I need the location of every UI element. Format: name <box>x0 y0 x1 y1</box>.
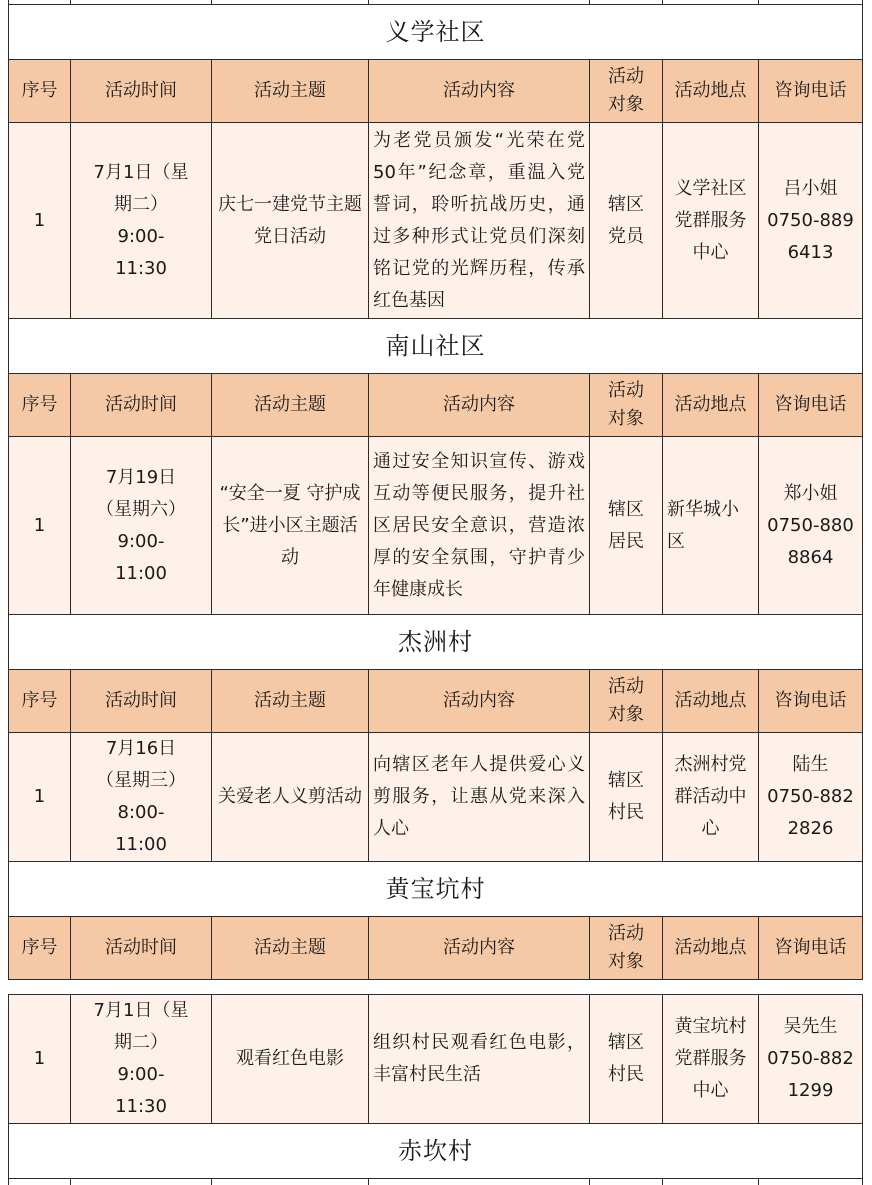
section-title: 杰洲村 <box>9 615 863 670</box>
row-contact: 陆生 <box>792 754 829 775</box>
row-content: 组织村民观看红色电影，丰富村民生活 <box>369 995 590 1124</box>
row-phone: 0750-8822826 <box>767 786 854 839</box>
header-content: 活动内容 <box>369 670 590 733</box>
table-row <box>9 123 863 319</box>
header-row <box>9 917 863 980</box>
row-content: 通过安全知识宣传、游戏互动等便民服务，提升社区居民安全意识，营造浓厚的安全氛围，守护青少年健康成长 <box>369 437 590 615</box>
header-row <box>9 60 863 123</box>
row-target: 辖区党员 <box>590 123 663 319</box>
row-theme: 关爱老人义剪活动 <box>212 733 369 862</box>
section-title: 南山社区 <box>9 319 863 374</box>
header-content: 活动内容 <box>369 374 590 437</box>
header-no: 序号 <box>9 60 71 123</box>
header-target: 活动对象 <box>590 917 663 980</box>
row-target: 辖区村民 <box>590 733 663 862</box>
header-theme: 活动主题 <box>212 917 369 980</box>
header-no: 序号 <box>9 917 71 980</box>
header-phone: 咨询电话 <box>759 917 863 980</box>
row-time: 7月16日（星期三）8:00-11:00 <box>71 733 212 862</box>
header-phone: 咨询电话 <box>759 670 863 733</box>
header-venue: 活动地点 <box>663 917 759 980</box>
row-phone: 0750-8808864 <box>767 514 854 568</box>
row-time: 7月19日（星期六）9:00-11:00 <box>71 437 212 615</box>
header-phone: 咨询电话 <box>759 374 863 437</box>
row-content: 为老党员颁发“光荣在党50年”纪念章，重温入党誓词，聆听抗战历史，通过多种形式让党员们深刻铭记党的光辉历程，传承红色基因 <box>369 123 590 319</box>
header-venue: 活动地点 <box>663 670 759 733</box>
row-theme: 观看红色电影 <box>212 995 369 1124</box>
row-phone: 0750-8821299 <box>767 1048 854 1101</box>
table-gap <box>8 980 862 994</box>
header-time: 活动时间 <box>71 670 212 733</box>
row-no: 1 <box>9 437 71 615</box>
row-venue: 杰洲村党群活动中心 <box>663 733 759 862</box>
row-target: 辖区村民 <box>590 995 663 1124</box>
header-row <box>9 670 863 733</box>
header-no: 序号 <box>9 670 71 733</box>
header-target: 活动对象 <box>590 60 663 123</box>
section-title: 黄宝坑村 <box>9 862 863 917</box>
header-theme: 活动主题 <box>212 60 369 123</box>
header-theme: 活动主题 <box>212 670 369 733</box>
activity-table <box>8 0 863 980</box>
header-no: 序号 <box>9 374 71 437</box>
table-row <box>9 733 863 862</box>
header-venue: 活动地点 <box>663 60 759 123</box>
row-no: 1 <box>9 123 71 319</box>
row-content: 向辖区老年人提供爱心义剪服务，让惠从党来深入人心 <box>369 733 590 862</box>
table-row <box>9 995 863 1124</box>
row-contact: 吴先生 <box>783 1016 838 1037</box>
header-row <box>9 374 863 437</box>
row-no: 1 <box>9 995 71 1124</box>
row-time: 7月1日（星期二）9:00-11:30 <box>71 995 212 1124</box>
row-theme: 庆七一建党节主题党日活动 <box>212 123 369 319</box>
row-contact: 郑小姐 <box>783 482 838 504</box>
section-title: 赤坎村 <box>9 1124 863 1179</box>
header-time: 活动时间 <box>71 374 212 437</box>
row-no: 1 <box>9 733 71 862</box>
row-theme: “安全一夏 守护成长”进小区主题活动 <box>212 437 369 615</box>
row-target: 辖区居民 <box>590 437 663 615</box>
table-row <box>9 437 863 615</box>
header-theme: 活动主题 <box>212 374 369 437</box>
header-target: 活动对象 <box>590 374 663 437</box>
header-content: 活动内容 <box>369 60 590 123</box>
header-target: 活动对象 <box>590 670 663 733</box>
header-venue: 活动地点 <box>663 374 759 437</box>
activity-schedule <box>8 0 862 1185</box>
row-venue: 新华城小区 <box>663 437 759 615</box>
activity-table-continued <box>8 994 863 1185</box>
header-phone: 咨询电话 <box>759 60 863 123</box>
header-time: 活动时间 <box>71 917 212 980</box>
header-content: 活动内容 <box>369 917 590 980</box>
row-phone: 0750-8896413 <box>767 209 854 263</box>
section-title: 义学社区 <box>9 5 863 60</box>
row-venue: 义学社区党群服务中心 <box>663 123 759 319</box>
header-time: 活动时间 <box>71 60 212 123</box>
row-contact: 吕小姐 <box>783 177 838 199</box>
row-time: 7月1日（星期二）9:00-11:30 <box>71 123 212 319</box>
row-venue: 黄宝坑村党群服务中心 <box>663 995 759 1124</box>
